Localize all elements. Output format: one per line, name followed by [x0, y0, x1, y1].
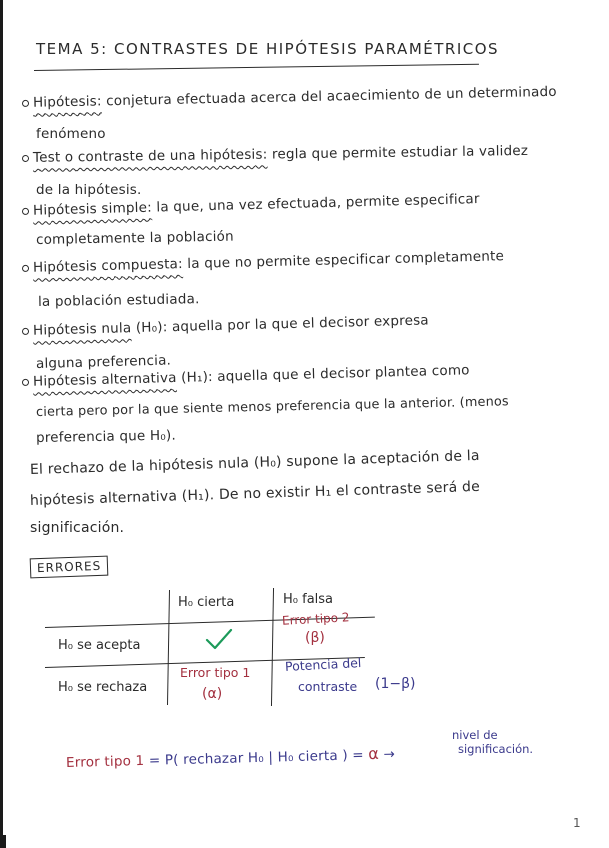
formula-rhs: α — [368, 743, 380, 764]
error-type-2-symbol: (β) — [305, 630, 325, 646]
definition-text: aquella por la que el decisor expresa — [171, 312, 430, 336]
scan-edge — [0, 0, 3, 848]
definition-term: Hipótesis nula — [32, 320, 132, 339]
definition-term: Hipótesis compuesta: — [32, 256, 184, 276]
check-icon — [205, 628, 233, 650]
page-number: 1 — [573, 816, 581, 830]
power-label: Potencia del — [284, 655, 362, 674]
table-row-label: H₀ se acepta — [58, 638, 141, 653]
definition-continuation: alguna preferencia. — [35, 352, 172, 372]
error-formula — [66, 743, 396, 771]
error-type-1-label: Error tipo 1 — [180, 665, 251, 680]
definition-continuation: de la hipótesis. — [36, 182, 142, 198]
bullet-icon — [22, 154, 29, 161]
definition-term: Hipótesis alternativa — [32, 369, 177, 390]
table-divider-vertical — [167, 590, 170, 705]
bullet-icon — [22, 378, 29, 385]
title-underline — [34, 64, 479, 71]
paragraph-line: significación. — [30, 520, 125, 536]
power-label-2: contraste — [298, 679, 358, 694]
definition-term: Test o contraste de una hipótesis: — [32, 146, 268, 166]
definition-hipotesis — [22, 84, 557, 111]
table-divider-vertical — [271, 588, 274, 706]
error-type-1-symbol: (α) — [202, 686, 223, 702]
bullet-icon — [22, 264, 29, 271]
definition-symbol: (H₁): — [180, 369, 214, 386]
table-row-label: H₀ se rechaza — [58, 680, 148, 695]
scan-edge-corner — [0, 835, 6, 848]
definition-continuation: preferencia que H₀). — [35, 427, 177, 446]
table-col-header: H₀ cierta — [178, 595, 235, 610]
definition-continuation: fenómeno — [36, 126, 106, 142]
definition-continuation: la población estudiada. — [37, 291, 200, 310]
table-col-header: H₀ falsa — [283, 592, 334, 607]
errores-heading: ERRORES — [30, 556, 109, 579]
formula-lhs: Error tipo 1 — [65, 752, 145, 771]
definition-text: conjetura efectuada acerca del acaecimiento de un determinado — [106, 83, 557, 110]
definition-text: la que no permite especificar completamente — [187, 248, 505, 272]
definition-test-contraste — [22, 143, 528, 166]
formula-note: nivel de — [452, 728, 498, 742]
error-type-2-label: Error tipo 2 — [281, 610, 350, 628]
definition-term: Hipótesis: — [32, 93, 102, 111]
bullet-icon — [22, 327, 29, 334]
definition-continuation: cierta pero por la que siente menos preferencia que la anterior. (menos — [35, 394, 509, 420]
bullet-icon — [22, 99, 29, 106]
definition-term: Hipótesis simple: — [32, 199, 153, 219]
definition-hipotesis-compuesta — [22, 248, 504, 276]
paragraph-line: El rechazo de la hipótesis nula (H₀) supone la aceptación de la — [29, 447, 480, 478]
page-title: TEMA 5: CONTRASTES DE HIPÓTESIS PARAMÉTRICOS — [36, 40, 500, 58]
definition-text: aquella que el decisor plantea como — [217, 362, 470, 385]
arrow-icon: → — [383, 746, 396, 763]
definition-hipotesis-nula — [22, 312, 429, 339]
power-symbol: (1−β) — [375, 676, 416, 692]
definition-text: regla que permite estudiar la validez — [271, 142, 529, 163]
definition-text: la que, una vez efectuada, permite especificar — [156, 191, 480, 216]
formula-eq: = P( rechazar H₀ | H₀ cierta ) = — [148, 747, 365, 769]
formula-note: significación. — [458, 742, 534, 756]
paragraph-line: hipótesis alternativa (H₁). De no existir H₁ el contraste será de — [29, 478, 481, 509]
bullet-icon — [22, 207, 29, 214]
definition-symbol: (H₀): — [135, 319, 168, 337]
definition-continuation: completamente la población — [35, 228, 234, 248]
